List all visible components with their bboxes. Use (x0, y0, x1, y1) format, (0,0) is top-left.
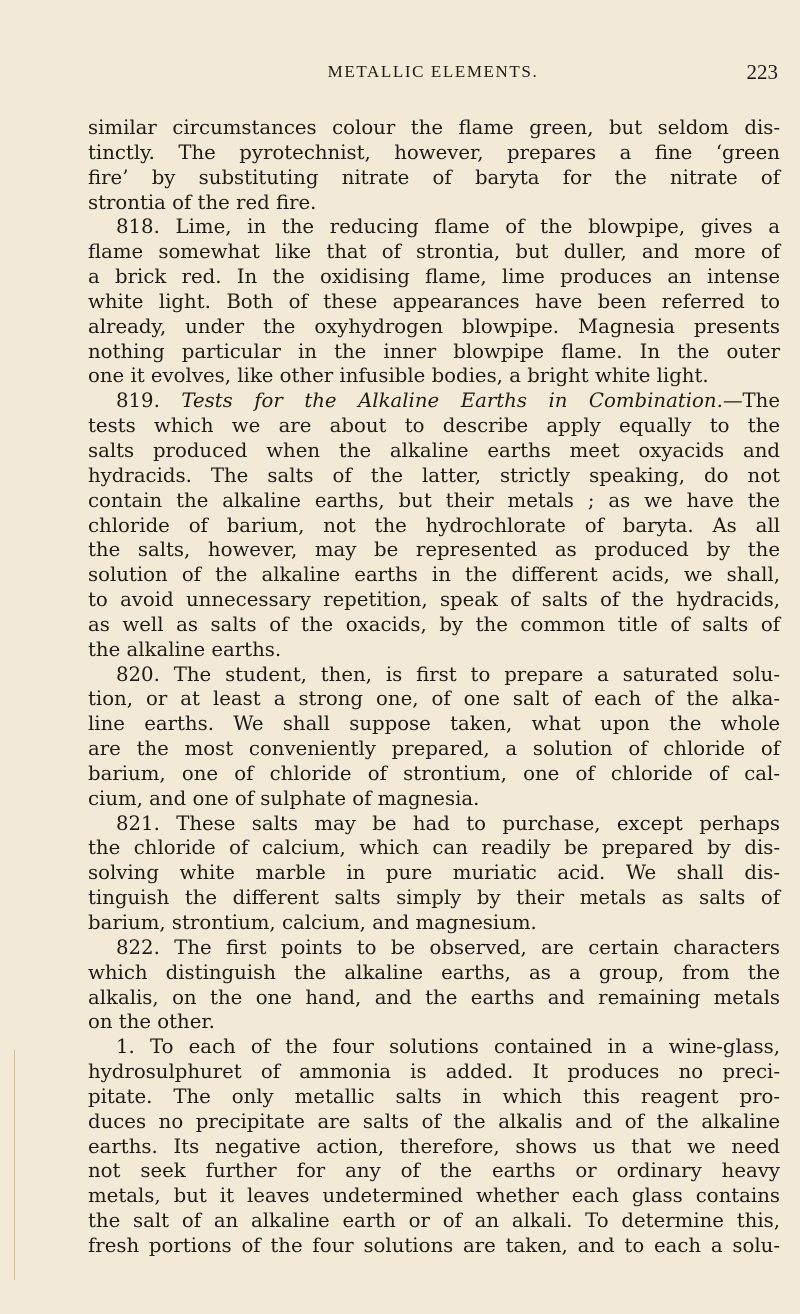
text-line: one it evolves, like other infusible bodies, a bright white light. (88, 364, 709, 388)
text-line: salts produced when the alkaline earths meet oxyacids and (88, 438, 780, 462)
text-line: 821. These salts may be had to purchase, except perhaps (116, 811, 780, 835)
paragraph-number: 819. (116, 389, 182, 413)
text-line: 1. To each of the four solutions contained in a wine-glass, (116, 1035, 780, 1059)
text-line: tests which we are about to describe apply equally to the (88, 414, 780, 438)
text-line: duces no precipitate are salts of the alkalis and of the alkaline (88, 1109, 780, 1133)
text-line: alkalis, on the one hand, and the earths and remaining metals (88, 985, 780, 1009)
text-line: similar circumstances colour the flame green, but seldom dis- (88, 116, 780, 139)
text-line: 822. The first points to be observed, are certain characters (116, 935, 780, 959)
text-line: barium, strontium, calcium, and magnesium. (88, 911, 537, 934)
text-line: cium, and one of sulphate of magnesia. (88, 786, 480, 810)
section-heading: Tests for the Alkaline Earths in Combination. (181, 389, 723, 413)
text-line: 820. The student, then, is first to prepare a saturated solu- (116, 662, 780, 686)
text-line: metals, but it leaves undetermined whether each glass contains (88, 1184, 780, 1208)
running-head: METALLIC ELEMENTS. (327, 62, 539, 81)
text-line: already, under the oxyhydrogen blowpipe. Magnesia presents (88, 314, 780, 338)
text-line: hydracids. The salts of the latter, strictly speaking, do not (88, 463, 780, 487)
text-line: fresh portions of the four solutions are taken, and to each a solu- (88, 1233, 780, 1257)
text-line: tinguish the different salts simply by their metals as salts of (88, 886, 780, 910)
text-line: barium, one of chloride of strontium, one of chloride of cal- (88, 761, 780, 785)
text-line: the chloride of calcium, which can readily be prepared by dis- (88, 836, 780, 860)
text-line: the salts, however, may be represented as produced by the (88, 538, 780, 562)
text-line: nothing particular in the inner blowpipe flame. In the outer (88, 339, 780, 363)
text-line: on the other. (88, 1010, 215, 1034)
text-line: are the most conveniently prepared, a solution of chloride of (88, 737, 780, 761)
text-line: pitate. The only metallic salts in which this reagent pro- (88, 1084, 780, 1108)
text-line: flame somewhat like that of strontia, but duller, and more of (88, 240, 780, 264)
text-line: fire’ by substituting nitrate of baryta for the nitrate of (88, 165, 780, 189)
text-line: solution of the alkaline earths in the different acids, we shall, (88, 563, 780, 587)
text-line: the salt of an alkaline earth or of an alkali. To determine this, (88, 1209, 780, 1233)
text-line: hydrosulphuret of ammonia is added. It produces no preci- (88, 1060, 780, 1084)
text-line: tion, or at least a strong one, of one salt of each of the alka- (88, 687, 780, 711)
margin-shadow (14, 1050, 15, 1280)
text-line (88, 389, 780, 414)
page-header (88, 58, 778, 88)
text-line: which distinguish the alkaline earths, as a group, from the (88, 960, 780, 984)
text-line: contain the alkaline earths, but their metals ; as we have the (88, 488, 780, 512)
text-line: tinctly. The pyrotechnist, however, prepares a fine ‘green (88, 140, 780, 164)
page-number: 223 (746, 60, 778, 84)
text-line: not seek further for any of the earths or ordinary heavy (88, 1159, 780, 1183)
body-text (88, 116, 780, 1259)
text-line: earths. Its negative action, therefore, shows us that we need (88, 1134, 780, 1158)
line-continuation: —The (722, 389, 780, 413)
text-line: line earths. We shall suppose taken, what upon the whole (88, 712, 780, 736)
text-line: solving white marble in pure muriatic acid. We shall dis- (88, 861, 780, 885)
text-line: the alkaline earths. (88, 637, 282, 661)
text-line: to avoid unnecessary repetition, speak of salts of the hydracids, (88, 588, 780, 612)
text-line: a brick red. In the oxidising flame, lime produces an intense (88, 265, 780, 289)
text-line: 818. Lime, in the reducing flame of the blowpipe, gives a (116, 215, 780, 239)
text-line: strontia of the red fire. (88, 190, 317, 214)
text-line: white light. Both of these appearances have been referred to (88, 289, 780, 313)
text-line: chloride of barium, not the hydrochlorate of baryta. As all (88, 513, 780, 537)
text-line: as well as salts of the oxacids, by the common title of salts of (88, 612, 780, 636)
